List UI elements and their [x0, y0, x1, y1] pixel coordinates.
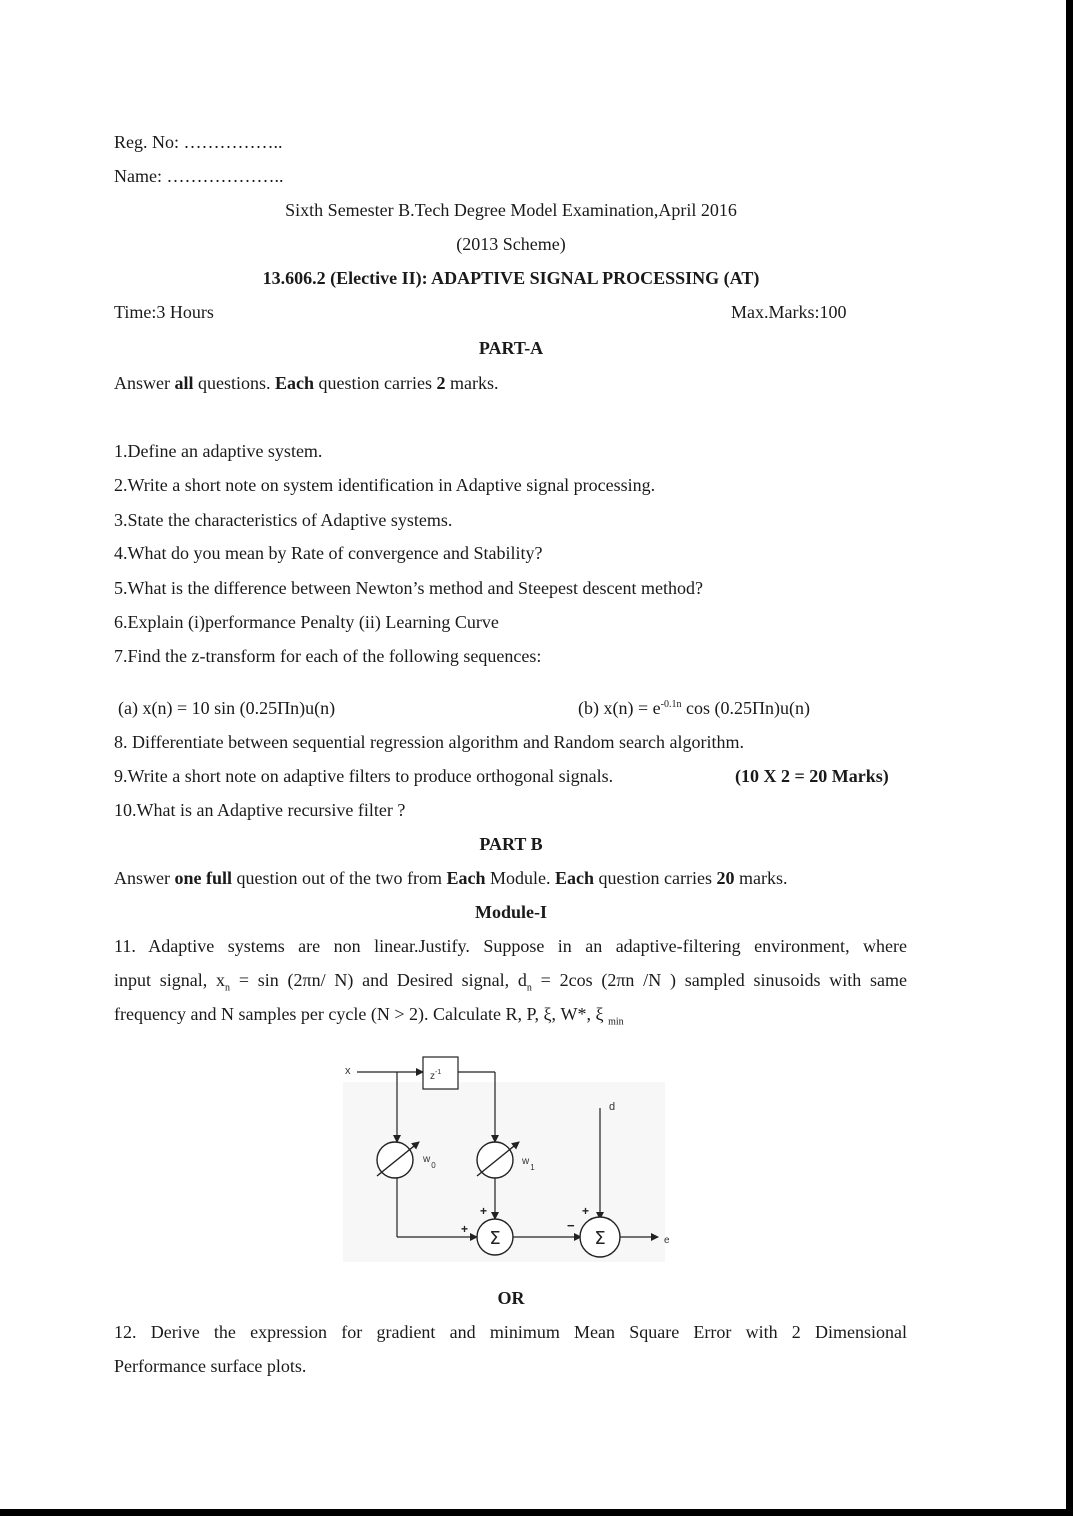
question-11-line-1: 11. Adaptive systems are non linear.Justify. Suppose in an adaptive-filtering environment, where [114, 936, 907, 956]
summer-2-symbol: Σ [594, 1228, 606, 1249]
question-1: 1.Define an adaptive system. [114, 441, 323, 461]
course-title: 13.606.2 (Elective II): ADAPTIVE SIGNAL PROCESSING (AT) [262, 268, 760, 288]
part-b-title: PART B [479, 834, 543, 854]
student-name: Name: ……………….. [114, 166, 284, 186]
weight-w1 [477, 1142, 513, 1178]
question-7a: (a) x(n) = 10 sin (0.25Πn)u(n) [118, 698, 336, 718]
question-11-line-2: input signal, $x_n = \sin (2\pi n/$ N) and Desired signal, $d_n = 2\cos$ (2πn /N ) sampled sinusoids with same [114, 970, 908, 994]
part-b-instructions: Answer one full question out of the two from Each Module. Each question carries 20 marks. [114, 868, 788, 888]
error-e-label: e [664, 1235, 670, 1246]
page-border-bottom [0, 1509, 1073, 1516]
input-x-label: x [345, 1065, 351, 1077]
question-10: 10.What is an Adaptive recursive filter ? [114, 800, 406, 820]
part-a-title: PART-A [478, 338, 544, 358]
question-12-line-2: Performance surface plots. [114, 1356, 307, 1376]
part-a-marks: (10 X 2 = 20 Marks) [735, 766, 889, 786]
scheme: (2013 Scheme) [456, 234, 566, 254]
question-8: 8. Differentiate between sequential regression algorithm and Random search algorithm. [114, 732, 744, 752]
sum2-plus: + [582, 1204, 590, 1218]
delay-label: $z^{-1}$ [430, 1069, 442, 1082]
weight-w1-label: $w_1$ [522, 1156, 535, 1172]
reg-no: Reg. No: …………….. [114, 132, 283, 152]
module-title: Module-I [475, 902, 547, 922]
question-9: 9.Write a short note on adaptive filters to produce orthogonal signals. [114, 766, 614, 786]
summer-1-symbol: Σ [489, 1228, 501, 1249]
question-6: 6.Explain (i)performance Penalty (ii) Learning Curve [114, 612, 499, 632]
question-5: 5.What is the difference between Newton’s method and Steepest descent method? [114, 578, 703, 598]
question-12-line-1: 12. Derive the expression for gradient and minimum Mean Square Error with 2 Dimensional [114, 1322, 907, 1342]
or-separator: OR [497, 1288, 525, 1308]
question-4: 4.What do you mean by Rate of convergence and Stability? [114, 543, 543, 563]
weight-w0-label: $w_0$ [423, 1154, 436, 1170]
question-7: 7.Find the z-transform for each of the following sequences: [114, 646, 542, 666]
desired-d-label: d [609, 1101, 616, 1113]
max-marks: Max.Marks:100 [731, 302, 847, 322]
question-3: 3.State the characteristics of Adaptive systems. [114, 510, 453, 530]
question-7b: (b) $x(n) = e^{-0.1n}$ cos (0.25Πn)u(n) [578, 698, 810, 718]
sum1-plus-left: + [461, 1222, 469, 1236]
time: Time:3 Hours [114, 302, 214, 322]
adaptive-filter-diagram [335, 1050, 680, 1270]
question-11-line-3: frequency and N samples per cycle (N > 2). Calculate R, P, ξ, W*, ξ $_{min}$ [114, 1004, 624, 1028]
sum2-minus: − [567, 1218, 575, 1233]
part-a-instructions: Answer all questions. Each question carries 2 marks. [114, 373, 499, 393]
sum1-plus-top: + [480, 1204, 488, 1218]
weight-w0 [377, 1142, 413, 1178]
question-2: 2.Write a short note on system identification in Adaptive signal processing. [114, 475, 656, 495]
exam-title: Sixth Semester B.Tech Degree Model Examination,April 2016 [285, 200, 737, 220]
page-border-right [1066, 0, 1073, 1516]
